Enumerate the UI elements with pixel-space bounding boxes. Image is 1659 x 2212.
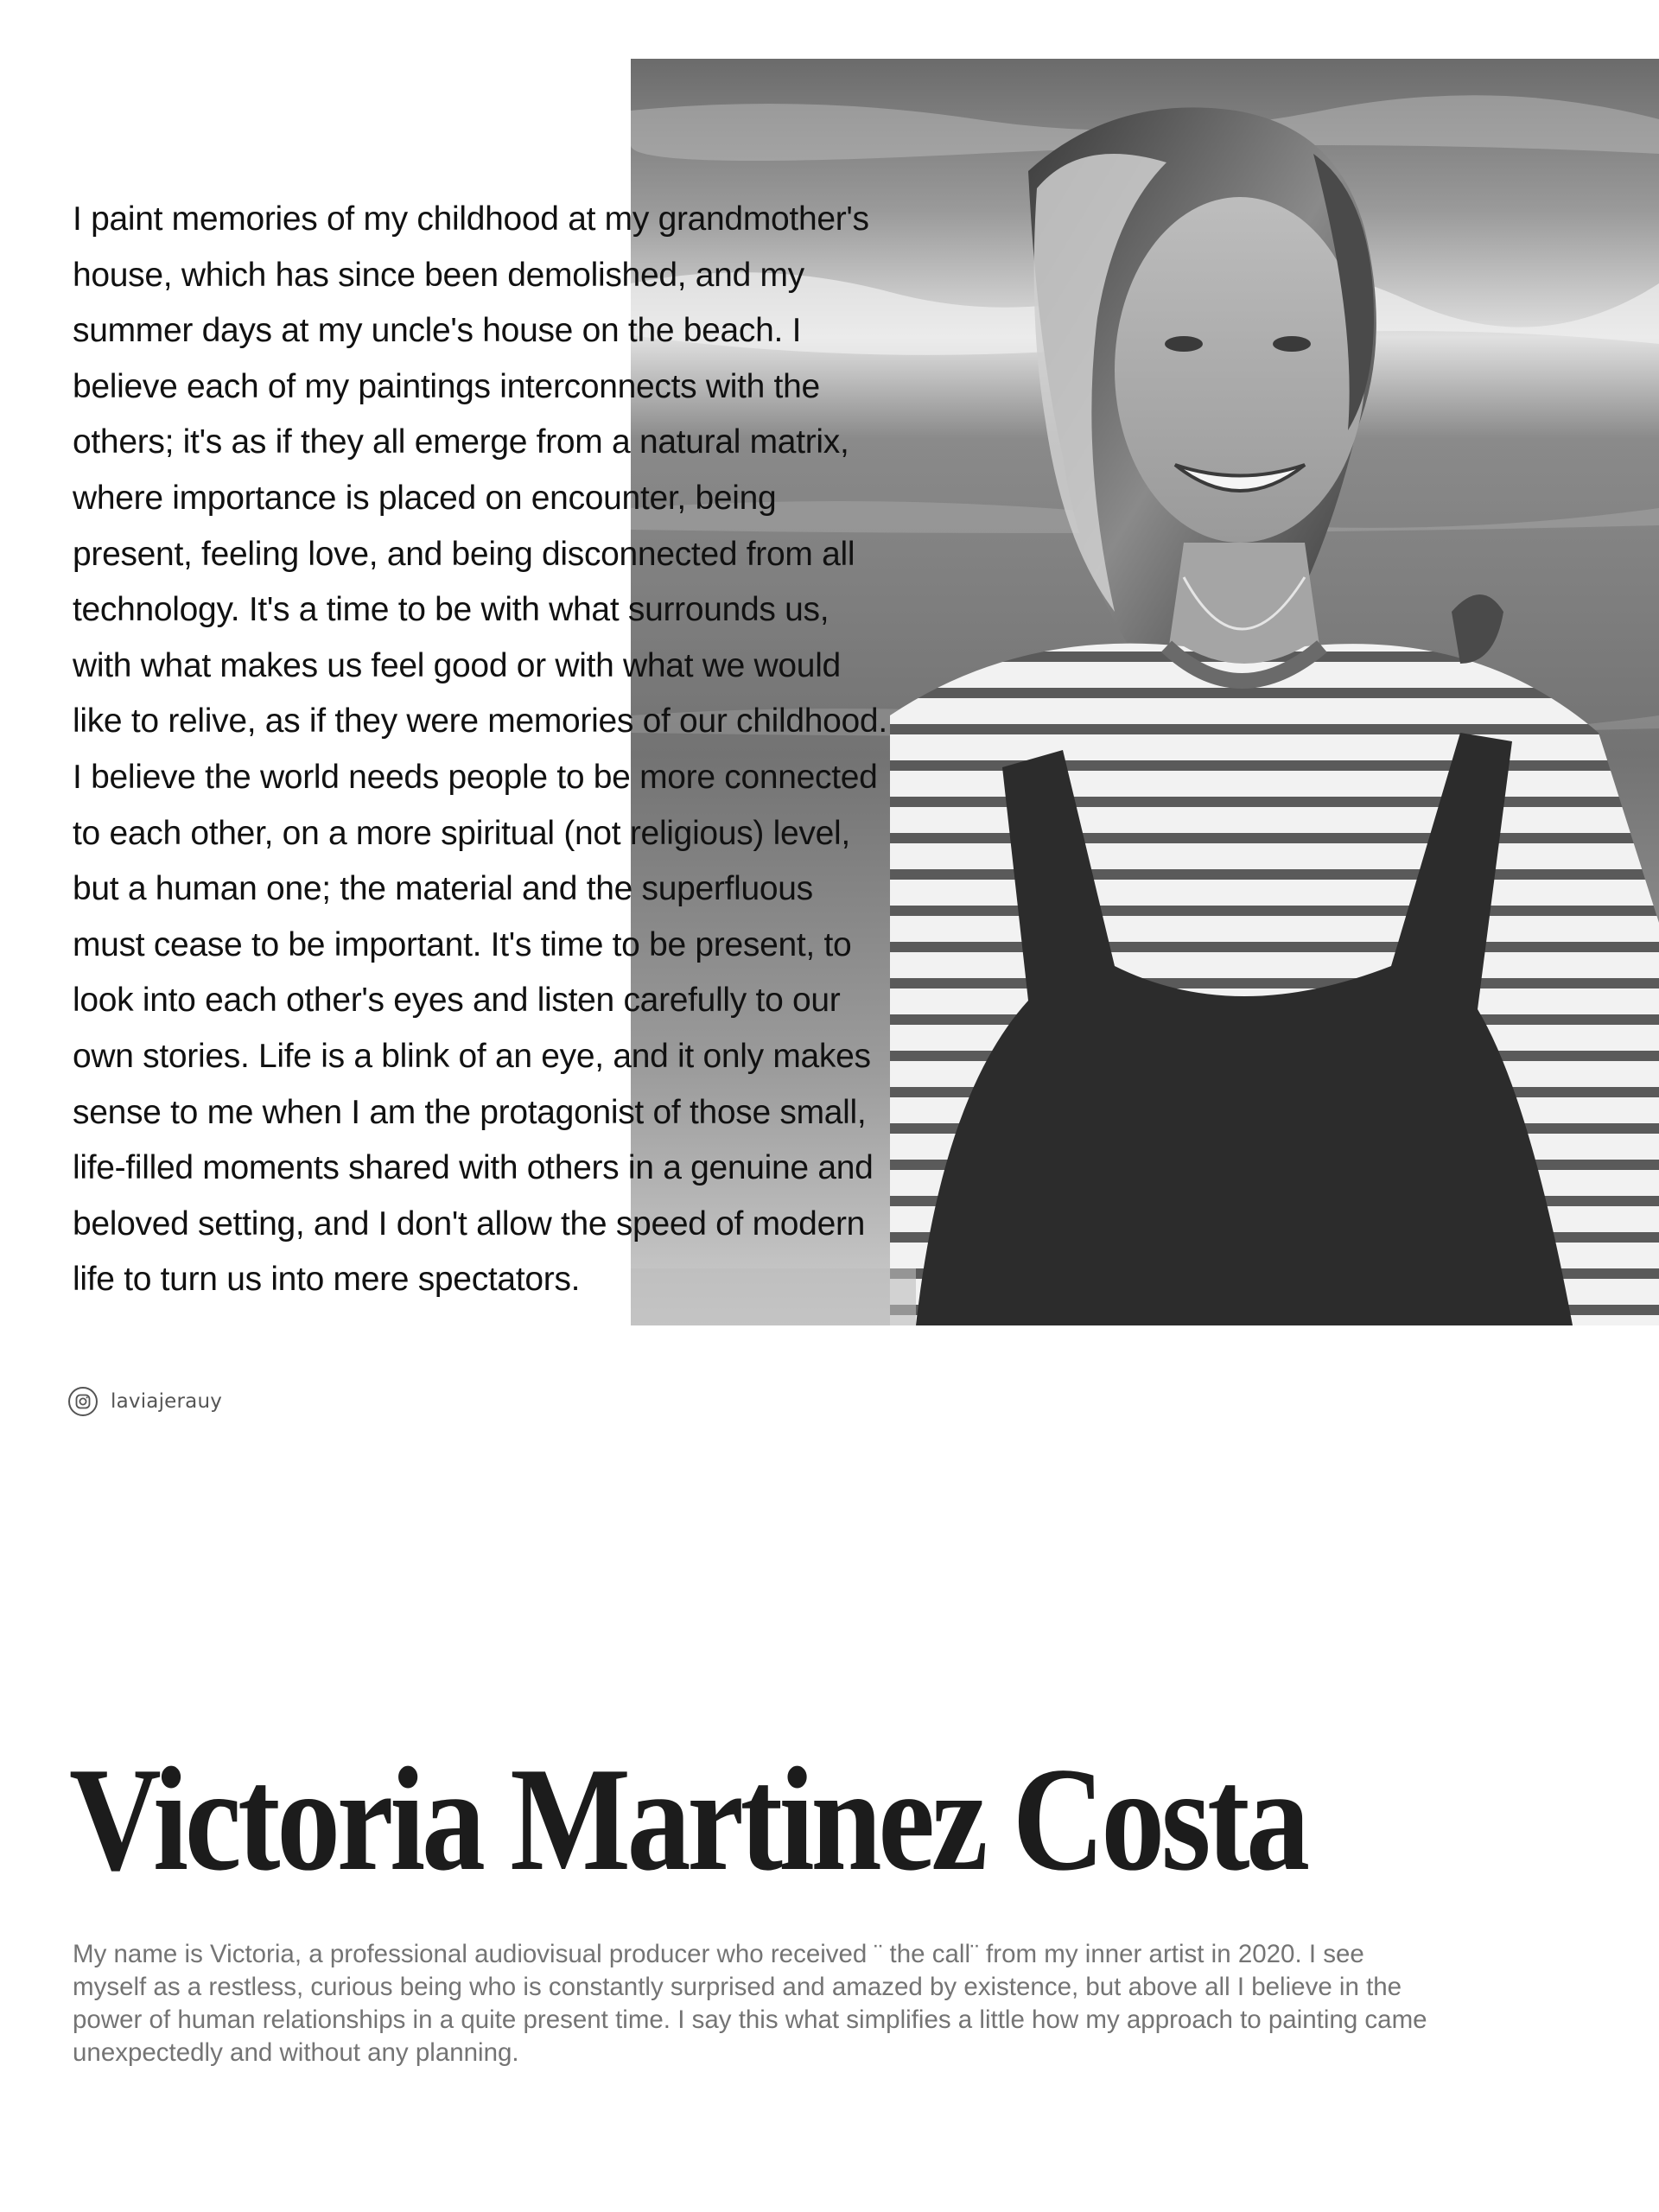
statement-line: like to relive, as if they were memories of our childhood. <box>73 702 887 741</box>
statement-line: life to turn us into mere spectators. <box>73 1261 581 1299</box>
statement-line: sense to me when I am the protagonist of those small, <box>73 1093 867 1131</box>
instagram-handle[interactable]: laviajerauy <box>111 1390 223 1413</box>
statement-line: believe each of my paintings interconnects with the <box>73 367 820 405</box>
statement-line: summer days at my uncle's house on the beach. I <box>73 312 802 350</box>
statement-line: others; it's as if they all emerge from a natural matrix, <box>73 423 849 461</box>
bio-line: myself as a restless, curious being who is constantly surprised and amazed by existence, but above all I believe in the <box>73 1973 1402 2001</box>
statement-line: with what makes us feel good or with what we would <box>73 646 841 684</box>
bio-line: unexpectedly and without any planning. <box>73 2038 519 2067</box>
artist-bio <box>73 1938 1628 2069</box>
statement-line: but a human one; the material and the superfluous <box>73 870 813 908</box>
statement-line: present, feeling love, and being disconnected from all <box>73 535 855 573</box>
statement-line: look into each other's eyes and listen carefully to our <box>73 982 841 1020</box>
statement-line: technology. It's a time to be with what surrounds us, <box>73 591 830 629</box>
instagram-link[interactable] <box>67 1386 222 1417</box>
statement-line: I paint memories of my childhood at my grandmother's <box>73 200 869 238</box>
artist-name: Victoria Martinez Costa <box>69 1738 1306 1902</box>
statement-line: must cease to be important. It's time to be present, to <box>73 925 852 963</box>
statement-line: house, which has since been demolished, and my <box>73 256 804 294</box>
statement-line: I believe the world needs people to be more connected <box>73 758 878 796</box>
bio-line: power of human relationships in a quite present time. I say this what simplifies a little how my approach to painting came <box>73 2005 1427 2034</box>
instagram-icon <box>67 1386 99 1417</box>
statement-line: own stories. Life is a blink of an eye, and it only makes <box>73 1037 871 1075</box>
statement-line: to each other, on a more spiritual (not religious) level, <box>73 814 850 852</box>
statement-line: where importance is placed on encounter, being <box>73 479 777 517</box>
statement-line: life-filled moments shared with others in a genuine and <box>73 1149 874 1187</box>
statement-line: beloved setting, and I don't allow the speed of modern <box>73 1205 866 1243</box>
bio-line: My name is Victoria, a professional audiovisual producer who received ¨ the call¨ from my inner artist in 2020. I see <box>73 1940 1364 1968</box>
artist-statement <box>73 192 1023 1308</box>
